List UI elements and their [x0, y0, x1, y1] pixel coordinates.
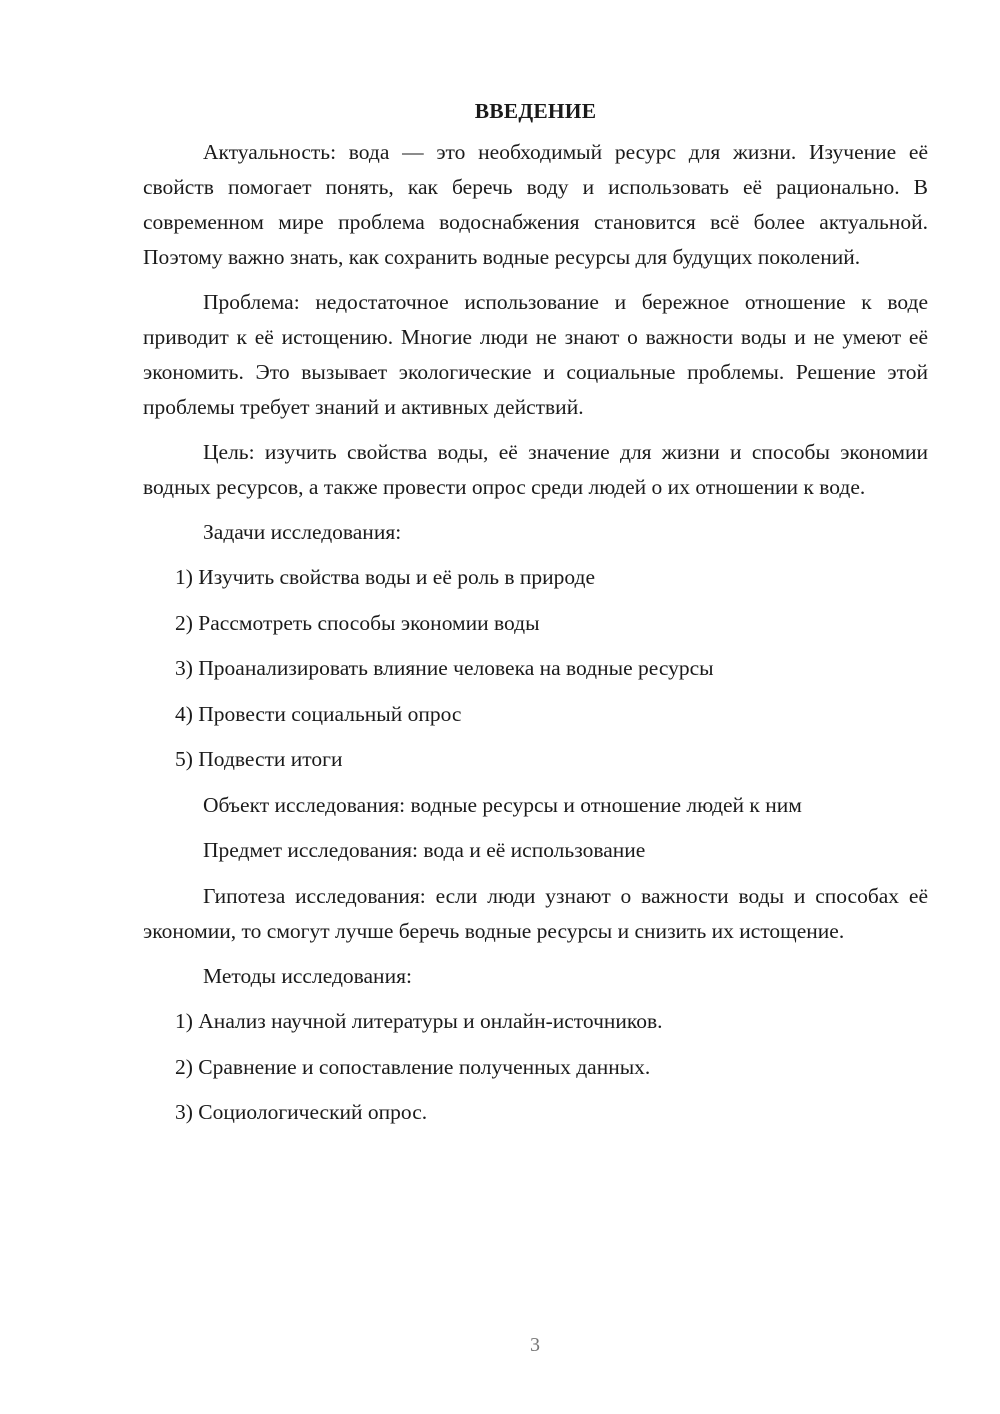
- problem-paragraph: Проблема: недостаточное использование и бережное отношение к воде приводит к её истощению. Многие люди не знают о важности воды и не умеют её экономить. Это вызывает экологические и социальные проблемы. Решение этой проблемы требует знаний и активных действий.: [143, 290, 928, 419]
- hypothesis-paragraph: Гипотеза исследования: если люди узнают о важности воды и способах её экономии, то смогут лучше беречь водные ресурсы и снизить их истощение.: [143, 883, 928, 943]
- goal-paragraph: Цель: изучить свойства воды, её значение для жизни и способы экономии водных ресурсов, а также провести опрос среди людей о их отношении к воде.: [143, 440, 928, 499]
- list-item: 1) Анализ научной литературы и онлайн-источников.: [175, 1009, 663, 1033]
- list-item: 3) Социологический опрос.: [175, 1100, 428, 1124]
- list-item: 2) Рассмотреть способы экономии воды: [175, 610, 540, 635]
- relevance-paragraph: Актуальность: вода — это необходимый ресурс для жизни. Изучение её свойств помогает понять, как беречь воду и использовать её рационально. В современном мире проблема водоснабжения становится всё более актуальной. Поэтому важно знать, как сохранить водные ресурсы для будущих поколений.: [143, 140, 928, 269]
- list-item: 2) Сравнение и сопоставление полученных данных.: [175, 1054, 651, 1079]
- subject-paragraph: Предмет исследования: вода и её использование: [203, 838, 646, 862]
- methods-heading: Методы исследования:: [203, 963, 412, 988]
- object-paragraph: Объект исследования: водные ресурсы и отношение людей к ним: [203, 792, 802, 817]
- list-item: 5) Подвести итоги: [175, 747, 343, 771]
- tasks-list: [143, 560, 928, 777]
- section-heading: ВВЕДЕНИЕ: [474, 99, 597, 123]
- methods-list: [143, 1004, 928, 1130]
- list-item: 1) Изучить свойства воды и её роль в природе: [175, 565, 596, 589]
- tasks-heading: Задачи исследования:: [203, 520, 402, 544]
- document-page: [143, 94, 928, 1141]
- page-number: 3: [530, 1334, 540, 1356]
- list-item: 4) Провести социальный опрос: [175, 701, 462, 726]
- list-item: 3) Проанализировать влияние человека на водные ресурсы: [175, 656, 714, 680]
